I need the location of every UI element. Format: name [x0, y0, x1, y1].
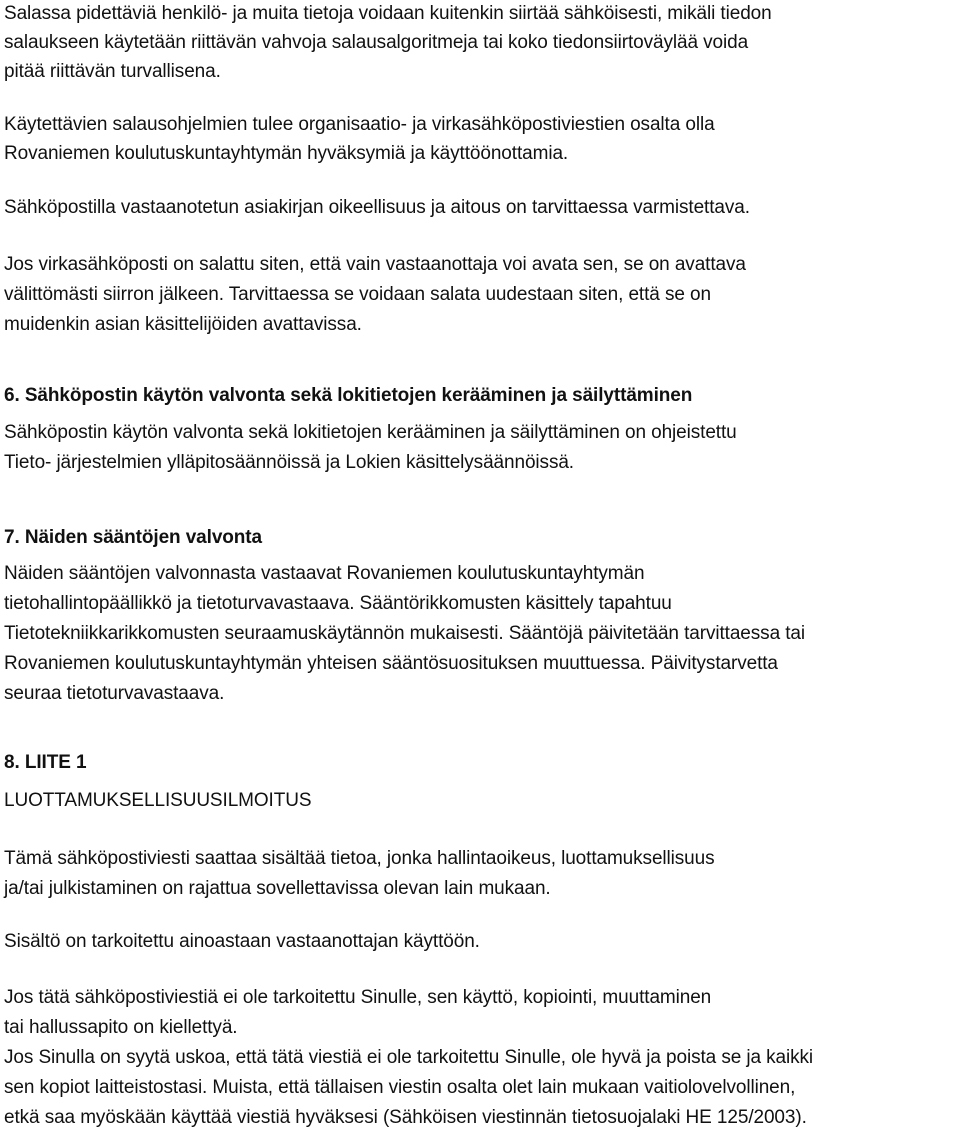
- paragraph-9-line-2: tai hallussapito on kiellettyä.: [4, 1017, 238, 1038]
- paragraph-1-line-2: salaukseen käytetään riittävän vahvoja salausalgoritmeja tai koko tiedonsiirtoväylää voida: [4, 32, 749, 53]
- paragraph-6-line-3: Tietotekniikkarikkomusten seuraamuskäytännön mukaisesti. Sääntöjä päivitetään tarvittaessa tai: [4, 623, 805, 644]
- paragraph-2-line-2: Rovaniemen koulutuskuntayhtymän hyväksymiä ja käyttöönottamia.: [4, 143, 569, 164]
- section-8-subheading: LUOTTAMUKSELLISUUSILMOITUS: [4, 790, 312, 811]
- paragraph-9-line-4: sen kopiot laitteistostasi. Muista, että tällaisen viestin osalta olet lain mukaan vaitiolovelvollinen,: [4, 1077, 796, 1098]
- paragraph-3-line-1: Sähköpostilla vastaanotetun asiakirjan oikeellisuus ja aitous on tarvittaessa varmistettava.: [4, 197, 750, 218]
- paragraph-5-line-1: Sähköpostin käytön valvonta sekä lokitietojen kerääminen ja säilyttäminen on ohjeistettu: [4, 422, 737, 443]
- paragraph-6-line-5: seuraa tietoturvavastaava.: [4, 683, 225, 704]
- section-8-heading: 8. LIITE 1: [4, 752, 87, 773]
- paragraph-7-line-2: ja/tai julkistaminen on rajattua sovellettavissa olevan lain mukaan.: [4, 878, 551, 899]
- paragraph-4-line-1: Jos virkasähköposti on salattu siten, että vain vastaanottaja voi avata sen, se on avattava: [4, 254, 746, 275]
- paragraph-7-line-1: Tämä sähköpostiviesti saattaa sisältää tietoa, jonka hallintaoikeus, luottamuksellisuus: [4, 848, 715, 869]
- paragraph-2-line-1: Käytettävien salausohjelmien tulee organisaatio- ja virkasähköpostiviestien osalta olla: [4, 114, 715, 135]
- paragraph-8-line-1: Sisältö on tarkoitettu ainoastaan vastaanottajan käyttöön.: [4, 931, 480, 952]
- section-7-heading: 7. Näiden sääntöjen valvonta: [4, 527, 263, 548]
- paragraph-9-line-5: etkä saa myöskään käyttää viestiä hyväksesi (Sähköisen viestinnän tietosuojalaki HE 125/2003).: [4, 1107, 807, 1128]
- paragraph-9-line-3: Jos Sinulla on syytä uskoa, että tätä viestiä ei ole tarkoitettu Sinulle, ole hyvä ja poista se ja kaikki: [4, 1047, 814, 1068]
- paragraph-1-line-3: pitää riittävän turvallisena.: [4, 61, 221, 82]
- paragraph-4-line-3: muidenkin asian käsittelijöiden avattavissa.: [4, 314, 362, 335]
- section-6-heading: 6. Sähköpostin käytön valvonta sekä lokitietojen kerääminen ja säilyttäminen: [4, 385, 693, 406]
- paragraph-9-line-1: Jos tätä sähköpostiviestiä ei ole tarkoitettu Sinulle, sen käyttö, kopiointi, muuttaminen: [4, 987, 712, 1008]
- paragraph-4-line-2: välittömästi siirron jälkeen. Tarvittaessa se voidaan salata uudestaan siten, että se on: [4, 284, 711, 305]
- paragraph-6-line-1: Näiden sääntöjen valvonnasta vastaavat Rovaniemen koulutuskuntayhtymän: [4, 563, 645, 584]
- paragraph-6-line-2: tietohallintopäällikkö ja tietoturvavastaava. Sääntörikkomusten käsittely tapahtuu: [4, 593, 672, 614]
- paragraph-5-line-2: Tieto- järjestelmien ylläpitosäännöissä ja Lokien käsittelysäännöissä.: [4, 452, 574, 473]
- paragraph-1-line-1: Salassa pidettäviä henkilö- ja muita tietoja voidaan kuitenkin siirtää sähköisesti, mikäli tiedon: [4, 3, 772, 24]
- paragraph-6-line-4: Rovaniemen koulutuskuntayhtymän yhteisen sääntösuosituksen muuttuessa. Päivitystarvetta: [4, 653, 778, 674]
